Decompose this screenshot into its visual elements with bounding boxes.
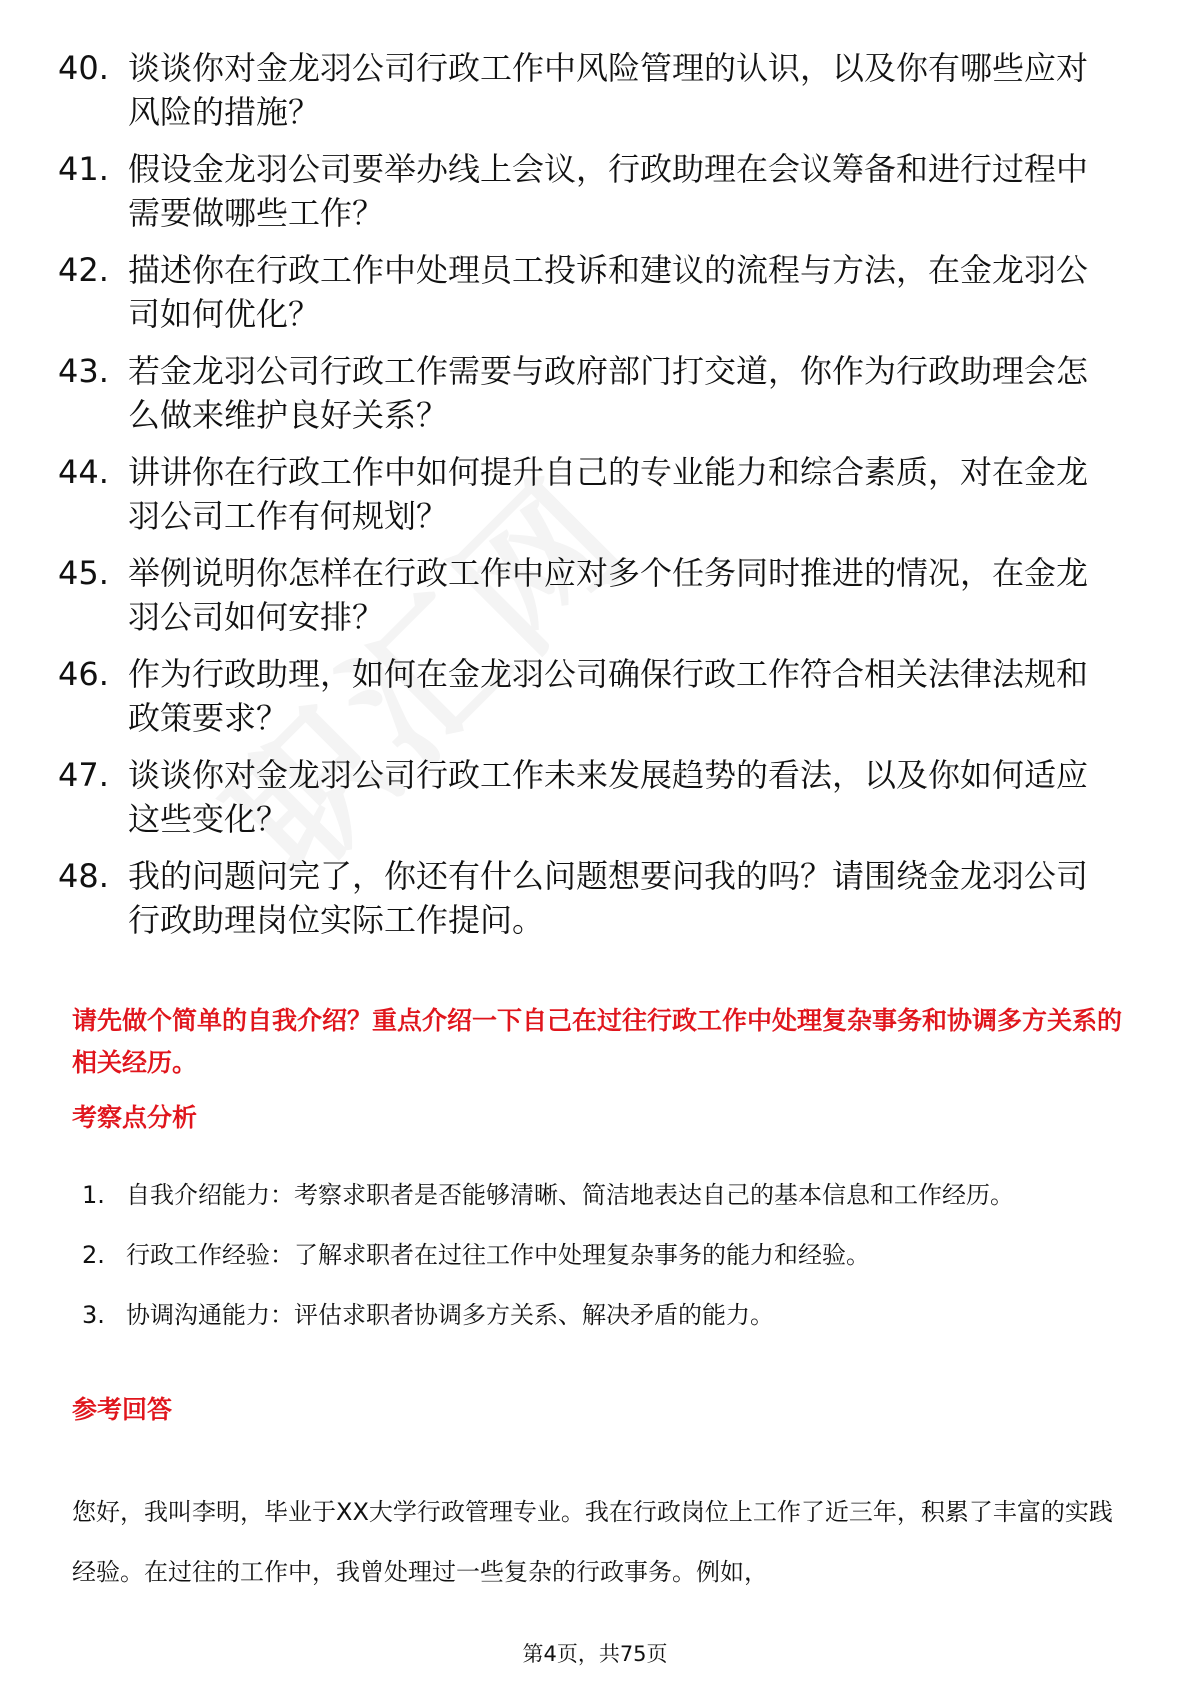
- question-item: [58, 349, 1138, 437]
- question-item: [58, 46, 1138, 134]
- point-text: 行政工作经验：了解求职者在过往工作中处理复杂事务的能力和经验。: [126, 1241, 870, 1269]
- page-footer: 第4页，共75页: [522, 1642, 668, 1666]
- question-number: 45.: [58, 554, 109, 592]
- question-number: 47.: [58, 756, 109, 794]
- reference-title: 参考回答: [72, 1395, 173, 1424]
- analysis-point: [82, 1225, 1132, 1285]
- point-number: 3.: [82, 1301, 105, 1329]
- analysis-points: [82, 1165, 1132, 1345]
- question-list: [58, 46, 1138, 955]
- analysis-title: 考察点分析: [72, 1103, 198, 1132]
- question-number: 42.: [58, 251, 109, 289]
- question-text: 描述你在行政工作中处理员工投诉和建议的流程与方法，在金龙羽公司如何优化？: [128, 251, 1089, 333]
- question-text: 谈谈你对金龙羽公司行政工作中风险管理的认识，以及你有哪些应对风险的措施？: [128, 49, 1089, 131]
- question-text: 谈谈你对金龙羽公司行政工作未来发展趋势的看法，以及你如何适应这些变化？: [128, 756, 1089, 838]
- analysis-point: [82, 1165, 1132, 1225]
- point-number: 1.: [82, 1181, 105, 1209]
- point-text: 自我介绍能力：考察求职者是否能够清晰、简洁地表达自己的基本信息和工作经历。: [126, 1181, 1014, 1209]
- question-number: 48.: [58, 857, 109, 895]
- question-text: 假设金龙羽公司要举办线上会议，行政助理在会议筹备和进行过程中需要做哪些工作？: [128, 150, 1089, 232]
- question-number: 41.: [58, 150, 109, 188]
- question-item: [58, 551, 1138, 639]
- question-item: [58, 652, 1138, 740]
- point-number: 2.: [82, 1241, 105, 1269]
- reference-answer: 您好，我叫李明，毕业于XX大学行政管理专业。我在行政岗位上工作了近三年，积累了丰富的实践经验。在过往的工作中，我曾处理过一些复杂的行政事务。例如，: [72, 1498, 1113, 1586]
- point-text: 协调沟通能力：评估求职者协调多方关系、解决矛盾的能力。: [126, 1301, 774, 1329]
- question-text: 讲讲你在行政工作中如何提升自己的专业能力和综合素质，对在金龙羽公司工作有何规划？: [128, 453, 1089, 535]
- question-item: [58, 753, 1138, 841]
- question-item: [58, 248, 1138, 336]
- question-number: 46.: [58, 655, 109, 693]
- question-item: [58, 147, 1138, 235]
- analysis-point: [82, 1285, 1132, 1345]
- question-number: 40.: [58, 49, 109, 87]
- question-text: 若金龙羽公司行政工作需要与政府部门打交道，你作为行政助理会怎么做来维护良好关系？: [128, 352, 1089, 434]
- question-text: 作为行政助理，如何在金龙羽公司确保行政工作符合相关法律法规和政策要求？: [128, 655, 1089, 737]
- question-text: 我的问题问完了，你还有什么问题想要问我的吗？请围绕金龙羽公司行政助理岗位实际工作提问。: [128, 857, 1089, 939]
- question-item: [58, 450, 1138, 538]
- question-number: 44.: [58, 453, 109, 491]
- question-item: [58, 854, 1138, 942]
- featured-question: 请先做个简单的自我介绍？重点介绍一下自己在过往行政工作中处理复杂事务和协调多方关系的相关经历。: [72, 1006, 1123, 1077]
- question-text: 举例说明你怎样在行政工作中应对多个任务同时推进的情况，在金龙羽公司如何安排？: [128, 554, 1089, 636]
- question-number: 43.: [58, 352, 109, 390]
